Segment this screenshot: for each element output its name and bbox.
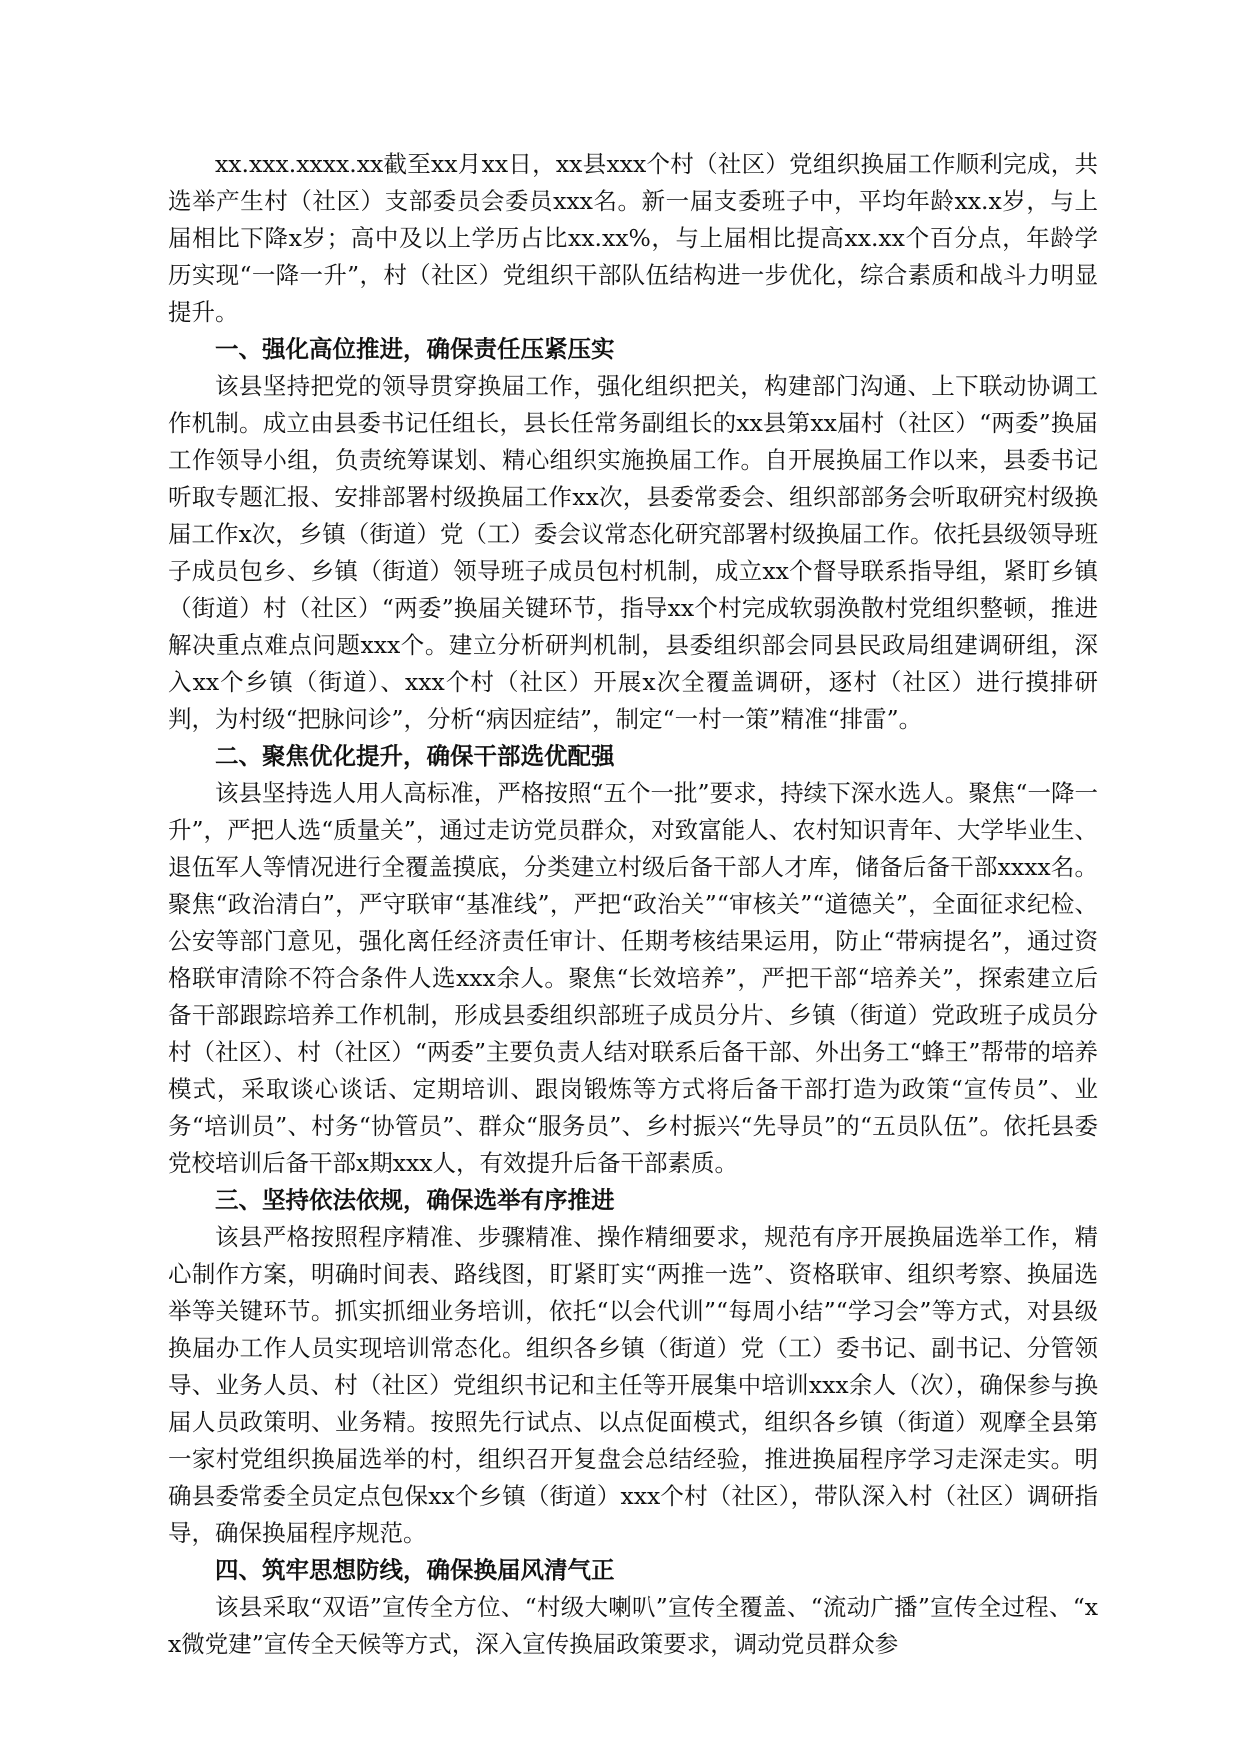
intro-paragraph: xx.xxx.xxxx.xx截至xx月xx日，xx县xxx个村（社区）党组织换届工作顺利完成，共选举产生村（社区）支部委员会委员xxx名。新一届支委班子中，平均年龄xx.x岁，与上届相比下降x岁；高中及以上学历占比xx.xx%，与上届相比提高xx.xx个百分点，年龄学历实现“一降一升”，村（社区）党组织干部队伍结构进一步优化，综合素质和战斗力明显提升。 [168,150,1098,326]
section-heading-1: 一、强化高位推进，确保责任压紧压实 [215,335,615,363]
section-body-1: 该县坚持把党的领导贯穿换届工作，强化组织把关，构建部门沟通、上下联动协调工作机制。成立由县委书记任组长，县长任常务副组长的xx县第xx届村（社区）“两委”换届工作领导小组，负责统筹谋划、精心组织实施换届工作。自开展换届工作以来，县委书记听取专题汇报、安排部署村级换届工作xx次，县委常委会、组织部部务会听取研究村级换届工作x次，乡镇（街道）党（工）委会议常态化研究部署村级换届工作。依托县级领导班子成员包乡、乡镇（街道）领导班子成员包村机制，成立xx个督导联系指导组，紧盯乡镇（街道）村（社区）“两委”换届关键环节，指导xx个村完成软弱涣散村党组织整顿，推进解决重点难点问题xxx个。建立分析研判机制，县委组织部会同县民政局组建调研组，深入xx个乡镇（街道）、xxx个村（社区）开展x次全覆盖调研，逐村（社区）进行摸排研判，为村级“把脉问诊”，分析“病因症结”，制定“一村一策”精准“排雷”。 [168,372,1098,733]
document-page [168,146,1098,1663]
section-body-3: 该县严格按照程序精准、步骤精准、操作精细要求，规范有序开展换届选举工作，精心制作方案，明确时间表、路线图，盯紧盯实“两推一选”、资格联审、组织考察、换届选举等关键环节。抓实抓细业务培训，依托“以会代训”“每周小结”“学习会”等方式，对县级换届办工作人员实现培训常态化。组织各乡镇（街道）党（工）委书记、副书记、分管领导、业务人员、村（社区）党组织书记和主任等开展集中培训xxx余人（次），确保参与换届人员政策明、业务精。按照先行试点、以点促面模式，组织各乡镇（街道）观摩全县第一家村党组织换届选举的村，组织召开复盘会总结经验，推进换届程序学习走深走实。明确县委常委全员定点包保xx个乡镇（街道）xxx个村（社区），带队深入村（社区）调研指导，确保换届程序规范。 [168,1223,1098,1547]
section-heading-2: 二、聚焦优化提升，确保干部选优配强 [215,742,615,770]
section-body-2: 该县坚持选人用人高标准，严格按照“五个一批”要求，持续下深水选人。聚焦“一降一升”，严把人选“质量关”，通过走访党员群众，对致富能人、农村知识青年、大学毕业生、退伍军人等情况进行全覆盖摸底，分类建立村级后备干部人才库，储备后备干部xxxx名。聚焦“政治清白”，严守联审“基准线”，严把“政治关”“审核关”“道德关”，全面征求纪检、公安等部门意见，强化离任经济责任审计、任期考核结果运用，防止“带病提名”，通过资格联审清除不符合条件人选xxx余人。聚焦“长效培养”，严把干部“培养关”，探索建立后备干部跟踪培养工作机制，形成县委组织部班子成员分片、乡镇（街道）党政班子成员分村（社区）、村（社区）“两委”主要负责人结对联系后备干部、外出务工“蜂王”帮带的培养模式，采取谈心谈话、定期培训、跟岗锻炼等方式将后备干部打造为政策“宣传员”、业务“培训员”、村务“协管员”、群众“服务员”、乡村振兴“先导员”的“五员队伍”。依托县委党校培训后备干部x期xxx人，有效提升后备干部素质。 [168,779,1098,1177]
section-body-4: 该县采取“双语”宣传全方位、“村级大喇叭”宣传全覆盖、“流动广播”宣传全过程、“xx微党建”宣传全天候等方式，深入宣传换届政策要求，调动党员群众参 [168,1593,1098,1658]
section-heading-3: 三、坚持依法依规，确保选举有序推进 [215,1186,615,1214]
section-heading-4: 四、筑牢思想防线，确保换届风清气正 [215,1556,615,1584]
